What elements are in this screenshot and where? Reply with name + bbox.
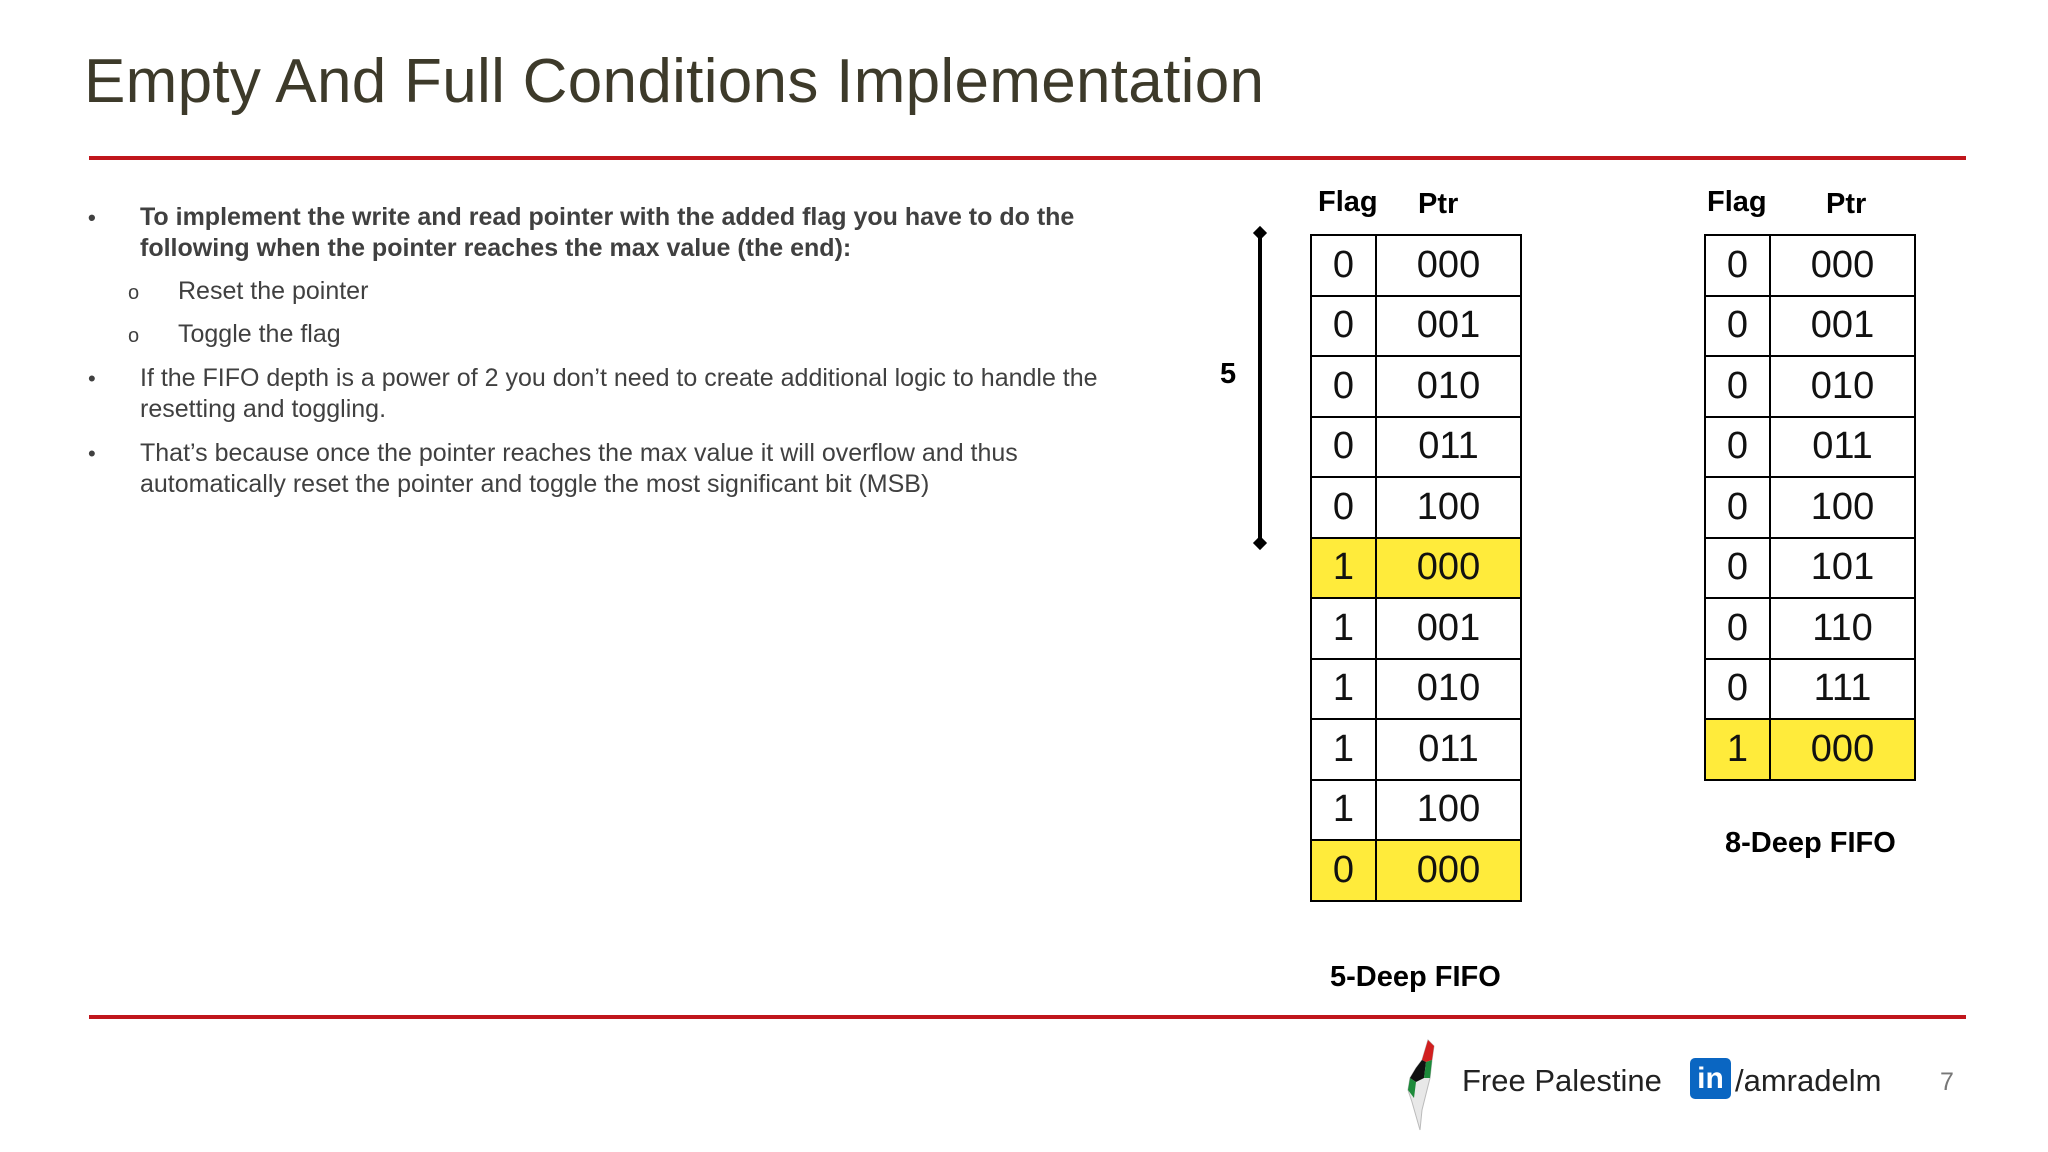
sub-bullet-item	[86, 276, 1146, 307]
bullet-dot: •	[88, 441, 96, 466]
linkedin-handle[interactable]: /amradelm	[1735, 1063, 1882, 1098]
fifo8-flag-cell: 0	[1705, 296, 1770, 357]
depth-span-line	[1258, 232, 1262, 544]
fifo5-ptr-cell: 011	[1376, 719, 1521, 780]
bullet-item	[86, 363, 1146, 425]
sub-bullet-marker: o	[128, 325, 140, 347]
fifo5-flag-header: Flag	[1318, 186, 1378, 218]
fifo5-ptr-cell: 010	[1376, 356, 1521, 417]
fifo5-ptr-cell: 000	[1376, 840, 1521, 901]
fifo5-row	[1311, 235, 1521, 296]
fifo8-table	[1704, 234, 1916, 781]
fifo5-ptr-cell: 011	[1376, 417, 1521, 478]
fifo8-flag-cell: 0	[1705, 477, 1770, 538]
fifo5-flag-cell: 0	[1311, 477, 1376, 538]
fifo8-row	[1705, 417, 1915, 478]
fifo5-row	[1311, 719, 1521, 780]
fifo8-row	[1705, 538, 1915, 599]
fifo8-row	[1705, 235, 1915, 296]
fifo5-ptr-cell: 000	[1376, 538, 1521, 599]
fifo5-flag-cell: 0	[1311, 417, 1376, 478]
fifo8-ptr-cell: 000	[1770, 719, 1915, 780]
depth-span-tick-top	[1253, 226, 1267, 240]
fifo8-ptr-header: Ptr	[1826, 188, 1867, 220]
fifo5-flag-cell: 1	[1311, 598, 1376, 659]
fifo8-flag-cell: 0	[1705, 356, 1770, 417]
fifo8-ptr-cell: 011	[1770, 417, 1915, 478]
bullet-text: That’s because once the pointer reaches the max value it will overflow and thus automatically reset the pointer and toggle the most significant bit (MSB)	[140, 439, 1018, 498]
fifo8-flag-cell: 1	[1705, 719, 1770, 780]
fifo5-flag-cell: 1	[1311, 719, 1376, 780]
page-number: 7	[1940, 1068, 1954, 1096]
palestine-map-flag-icon	[1404, 1038, 1446, 1134]
fifo8-flag-cell: 0	[1705, 417, 1770, 478]
fifo5-ptr-cell: 001	[1376, 296, 1521, 357]
fifo8-ptr-cell: 001	[1770, 296, 1915, 357]
fifo5-row	[1311, 780, 1521, 841]
fifo5-flag-cell: 0	[1311, 296, 1376, 357]
sub-bullet-marker: o	[128, 282, 140, 304]
slide-title: Empty And Full Conditions Implementation	[84, 47, 1265, 116]
fifo8-ptr-cell: 100	[1770, 477, 1915, 538]
fifo8-flag-header: Flag	[1707, 186, 1767, 218]
bullet-item	[86, 202, 1146, 264]
fifo5-table	[1310, 234, 1522, 902]
bullet-text: To implement the write and read pointer with the added flag you have to do the following when the pointer reaches the max value (the end):	[140, 203, 1075, 262]
bullet-dot: •	[88, 205, 96, 230]
fifo5-ptr-cell: 001	[1376, 598, 1521, 659]
fifo8-row	[1705, 356, 1915, 417]
top-divider	[89, 156, 1966, 160]
fifo5-row	[1311, 356, 1521, 417]
depth-span-tick-bottom	[1253, 536, 1267, 550]
fifo8-row	[1705, 719, 1915, 780]
free-palestine-text: Free Palestine	[1462, 1063, 1662, 1098]
fifo8-ptr-cell: 101	[1770, 538, 1915, 599]
fifo5-row	[1311, 477, 1521, 538]
fifo8-ptr-cell: 000	[1770, 235, 1915, 296]
fifo8-flag-cell: 0	[1705, 538, 1770, 599]
bullet-dot: •	[88, 366, 96, 391]
fifo8-row	[1705, 659, 1915, 720]
sub-bullet-text: Toggle the flag	[178, 320, 341, 348]
fifo5-row	[1311, 417, 1521, 478]
fifo5-ptr-cell: 010	[1376, 659, 1521, 720]
fifo5-row	[1311, 659, 1521, 720]
fifo5-row	[1311, 296, 1521, 357]
fifo8-row	[1705, 296, 1915, 357]
fifo8-row	[1705, 598, 1915, 659]
sub-bullet-item	[86, 319, 1146, 350]
fifo5-flag-cell: 0	[1311, 840, 1376, 901]
fifo5-ptr-cell: 100	[1376, 780, 1521, 841]
fifo5-flag-cell: 1	[1311, 659, 1376, 720]
fifo8-row	[1705, 477, 1915, 538]
fifo8-ptr-cell: 111	[1770, 659, 1915, 720]
fifo5-ptr-header: Ptr	[1418, 188, 1459, 220]
fifo5-flag-cell: 1	[1311, 538, 1376, 599]
depth-span-label: 5	[1220, 358, 1237, 390]
fifo5-flag-cell: 1	[1311, 780, 1376, 841]
fifo5-row	[1311, 598, 1521, 659]
bottom-divider	[89, 1015, 1966, 1019]
fifo5-ptr-cell: 000	[1376, 235, 1521, 296]
fifo5-row	[1311, 840, 1521, 901]
fifo5-flag-cell: 0	[1311, 235, 1376, 296]
fifo5-row	[1311, 538, 1521, 599]
fifo8-ptr-cell: 010	[1770, 356, 1915, 417]
fifo8-flag-cell: 0	[1705, 659, 1770, 720]
fifo8-caption: 8-Deep FIFO	[1725, 827, 1896, 859]
fifo8-flag-cell: 0	[1705, 235, 1770, 296]
fifo5-caption: 5-Deep FIFO	[1330, 961, 1501, 993]
linkedin-icon[interactable]: in	[1690, 1058, 1731, 1099]
bullet-list	[86, 202, 1146, 500]
bullet-text: If the FIFO depth is a power of 2 you don’t need to create additional logic to handle the resetting and toggling.	[140, 364, 1098, 423]
fifo5-flag-cell: 0	[1311, 356, 1376, 417]
sub-bullet-text: Reset the pointer	[178, 277, 369, 305]
fifo8-flag-cell: 0	[1705, 598, 1770, 659]
fifo8-ptr-cell: 110	[1770, 598, 1915, 659]
bullet-item	[86, 438, 1146, 500]
fifo5-ptr-cell: 100	[1376, 477, 1521, 538]
